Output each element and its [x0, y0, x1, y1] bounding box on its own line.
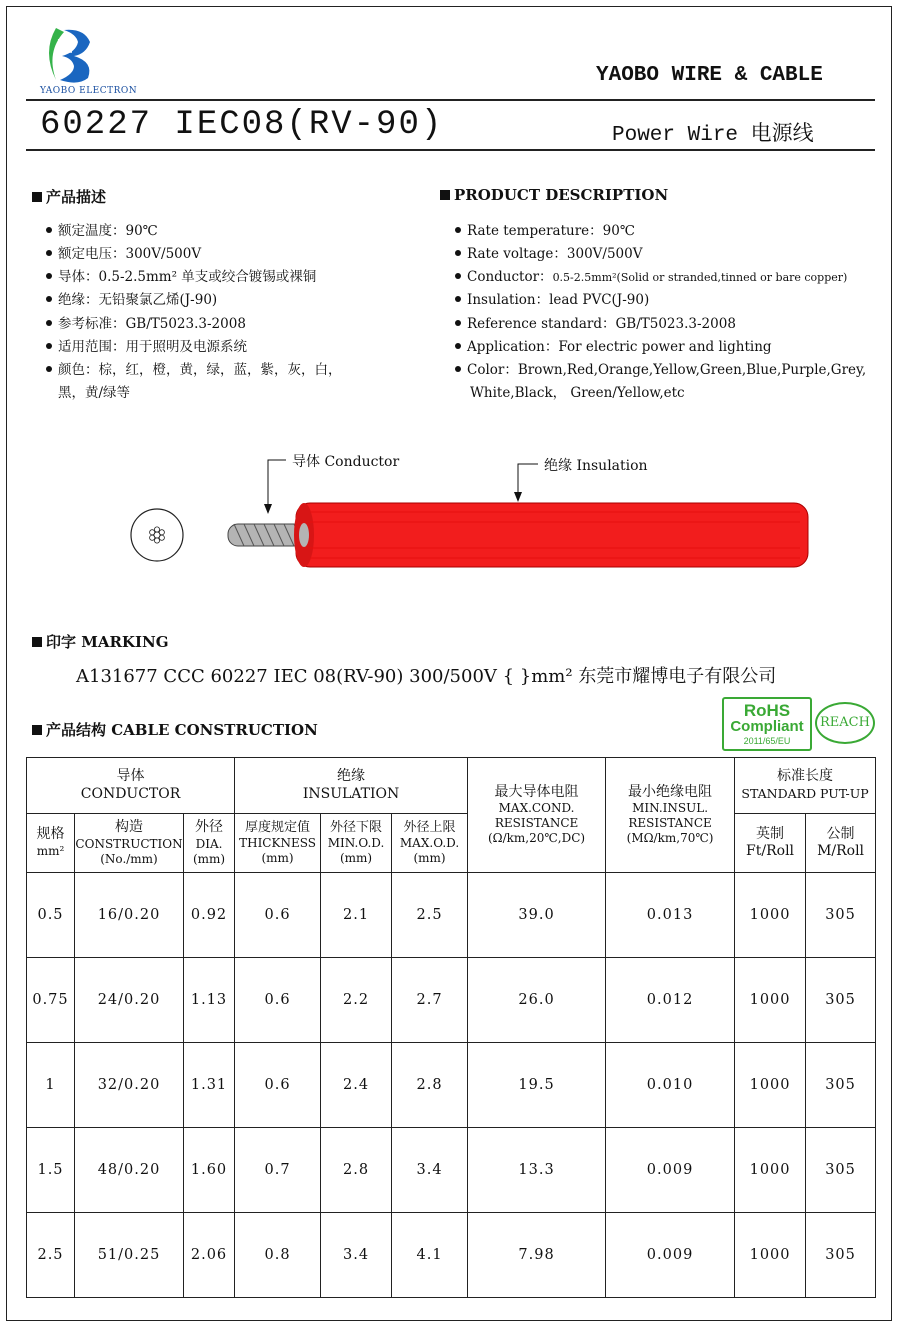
desc-cn-item: 参考标准：GB/T5023.3-2008 — [46, 312, 246, 332]
desc-cn-item: 额定温度：90℃ — [46, 219, 158, 239]
desc-en-item: Application：For electric power and lighting — [455, 335, 772, 355]
ft-roll-header: 英制 Ft/Roll — [735, 814, 806, 873]
size-cell: 0.75 — [27, 958, 75, 1043]
desc-en-item: Color：Brown,Red,Orange,Yellow,Green,Blue,Purple,Grey, — [455, 358, 866, 378]
max-od-cell: 3.4 — [392, 1128, 468, 1213]
construction-cell: 24/0.20 — [75, 958, 184, 1043]
putup-header: 标准长度 STANDARD PUT-UP — [735, 758, 876, 814]
max-resistance-header: 最大导体电阻 MAX.COND. RESISTANCE (Ω/km,20℃,DC) — [468, 758, 606, 873]
insulation-pointer-icon — [514, 464, 538, 502]
size-header: 规格 mm² — [27, 814, 75, 873]
construction-cell: 32/0.20 — [75, 1043, 184, 1128]
size-cell: 0.5 — [27, 873, 75, 958]
desc-en-title: PRODUCT DESCRIPTION — [440, 186, 668, 204]
min-od-cell: 2.8 — [321, 1128, 392, 1213]
desc-cn-item: 适用范围：用于照明及电源系统 — [46, 335, 247, 355]
construction-cell: 16/0.20 — [75, 873, 184, 958]
m-roll-cell: 305 — [806, 1213, 876, 1298]
marking-title: 印字 MARKING — [32, 631, 169, 652]
insulation-label: 绝缘 Insulation — [544, 458, 648, 474]
max-od-cell: 4.1 — [392, 1213, 468, 1298]
construction-cell: 48/0.20 — [75, 1128, 184, 1213]
model-title: 60227 IEC08(RV-90) — [40, 106, 444, 144]
table-row — [27, 1128, 876, 1213]
max-resistance-cell: 26.0 — [468, 958, 606, 1043]
dia-cell: 2.06 — [184, 1213, 235, 1298]
desc-cn-item: 颜色：棕，红，橙，黄，绿，蓝，紫，灰，白， — [46, 358, 342, 378]
max-od-cell: 2.8 — [392, 1043, 468, 1128]
min-resistance-cell: 0.010 — [606, 1043, 735, 1128]
max-od-cell: 2.5 — [392, 873, 468, 958]
size-cell: 1 — [27, 1043, 75, 1128]
conductor-label: 导体 Conductor — [292, 454, 400, 470]
size-cell: 1.5 — [27, 1128, 75, 1213]
dia-cell: 1.13 — [184, 958, 235, 1043]
ft-roll-cell: 1000 — [735, 1128, 806, 1213]
min-resistance-cell: 0.009 — [606, 1128, 735, 1213]
m-roll-cell: 305 — [806, 873, 876, 958]
min-resistance-cell: 0.012 — [606, 958, 735, 1043]
table-subheader-row — [27, 814, 876, 873]
thickness-cell: 0.7 — [235, 1128, 321, 1213]
desc-cn-item: 额定电压：300V/500V — [46, 242, 201, 262]
table-row — [27, 873, 876, 958]
desc-en-item: Insulation：lead PVC(J-90) — [455, 288, 649, 308]
conductor-strands-icon — [228, 524, 304, 546]
cable-diagram — [0, 0, 900, 600]
thickness-cell: 0.6 — [235, 958, 321, 1043]
min-od-cell: 2.4 — [321, 1043, 392, 1128]
rohs-badge: RoHS Compliant 2011/65/EU — [722, 697, 812, 751]
min-od-cell: 2.1 — [321, 873, 392, 958]
m-roll-cell: 305 — [806, 1128, 876, 1213]
construction-cell: 51/0.25 — [75, 1213, 184, 1298]
thickness-cell: 0.6 — [235, 1043, 321, 1128]
min-resistance-cell: 0.009 — [606, 1213, 735, 1298]
ft-roll-cell: 1000 — [735, 1213, 806, 1298]
min-od-cell: 3.4 — [321, 1213, 392, 1298]
insulation-sheath-icon — [294, 503, 808, 567]
marking-text: A131677 CCC 60227 IEC 08(RV-90) 300/500V { }mm² 东莞市耀博电子有限公司 — [76, 666, 777, 687]
product-subtitle: Power Wire 电源线 — [612, 124, 814, 147]
m-roll-header: 公制 M/Roll — [806, 814, 876, 873]
max-od-cell: 2.7 — [392, 958, 468, 1043]
max-resistance-cell: 7.98 — [468, 1213, 606, 1298]
desc-cn-title: 产品描述 — [32, 186, 106, 207]
desc-en-continuation: White,Black， Green/Yellow,etc — [470, 385, 685, 401]
min-resistance-cell: 0.013 — [606, 873, 735, 958]
table-body — [27, 873, 876, 1298]
conductor-pointer-icon — [264, 460, 286, 514]
max-resistance-cell: 39.0 — [468, 873, 606, 958]
size-cell: 2.5 — [27, 1213, 75, 1298]
desc-en-item: Rate voltage：300V/500V — [455, 242, 643, 262]
table-row — [27, 1043, 876, 1128]
table-row — [27, 1213, 876, 1298]
table-header-row — [27, 758, 876, 814]
ft-roll-cell: 1000 — [735, 1043, 806, 1128]
construction-header: 构造 CONSTRUCTION (No./mm) — [75, 814, 184, 873]
min-resistance-header: 最小绝缘电阻 MIN.INSUL. RESISTANCE (MΩ/km,70℃) — [606, 758, 735, 873]
square-bullet-icon — [32, 637, 42, 647]
dia-cell: 1.60 — [184, 1128, 235, 1213]
desc-en-item: Rate temperature：90℃ — [455, 219, 635, 239]
max-resistance-cell: 19.5 — [468, 1043, 606, 1128]
max-od-header: 外径上限 MAX.O.D. (mm) — [392, 814, 468, 873]
cross-section-icon — [131, 509, 183, 561]
desc-cn-item: 绝缘：无铅聚氯乙烯(J-90) — [46, 288, 217, 308]
construction-table — [26, 757, 876, 1298]
reach-badge: REACH — [815, 702, 875, 744]
ft-roll-cell: 1000 — [735, 873, 806, 958]
desc-cn-continuation: 黑，黄/绿等 — [58, 385, 131, 401]
max-resistance-cell: 13.3 — [468, 1128, 606, 1213]
min-od-cell: 2.2 — [321, 958, 392, 1043]
dia-cell: 0.92 — [184, 873, 235, 958]
m-roll-cell: 305 — [806, 1043, 876, 1128]
table-row — [27, 958, 876, 1043]
m-roll-cell: 305 — [806, 958, 876, 1043]
conductor-header: 导体 CONDUCTOR — [27, 758, 235, 814]
thickness-cell: 0.8 — [235, 1213, 321, 1298]
dia-cell: 1.31 — [184, 1043, 235, 1128]
desc-en-item: Conductor：0.5-2.5mm²(Solid or stranded,tinned or bare copper) — [455, 265, 847, 285]
min-od-header: 外径下限 MIN.O.D. (mm) — [321, 814, 392, 873]
dia-header: 外径 DIA. (mm) — [184, 814, 235, 873]
company-name: YAOBO WIRE & CABLE — [596, 64, 823, 87]
thickness-cell: 0.6 — [235, 873, 321, 958]
ft-roll-cell: 1000 — [735, 958, 806, 1043]
logo-text: YAOBO ELECTRON — [40, 86, 138, 96]
conductor-detail: 0.5-2.5mm²(Solid or stranded,tinned or bare copper) — [552, 271, 848, 284]
insulation-header: 绝缘 INSULATION — [235, 758, 468, 814]
construction-title: 产品结构 CABLE CONSTRUCTION — [32, 719, 318, 740]
square-bullet-icon — [32, 725, 42, 735]
desc-en-item: Reference standard：GB/T5023.3-2008 — [455, 312, 736, 332]
desc-cn-item: 导体：0.5-2.5mm² 单支或绞合镀锡或裸铜 — [46, 265, 316, 285]
thickness-header: 厚度规定值 THICKNESS (mm) — [235, 814, 321, 873]
